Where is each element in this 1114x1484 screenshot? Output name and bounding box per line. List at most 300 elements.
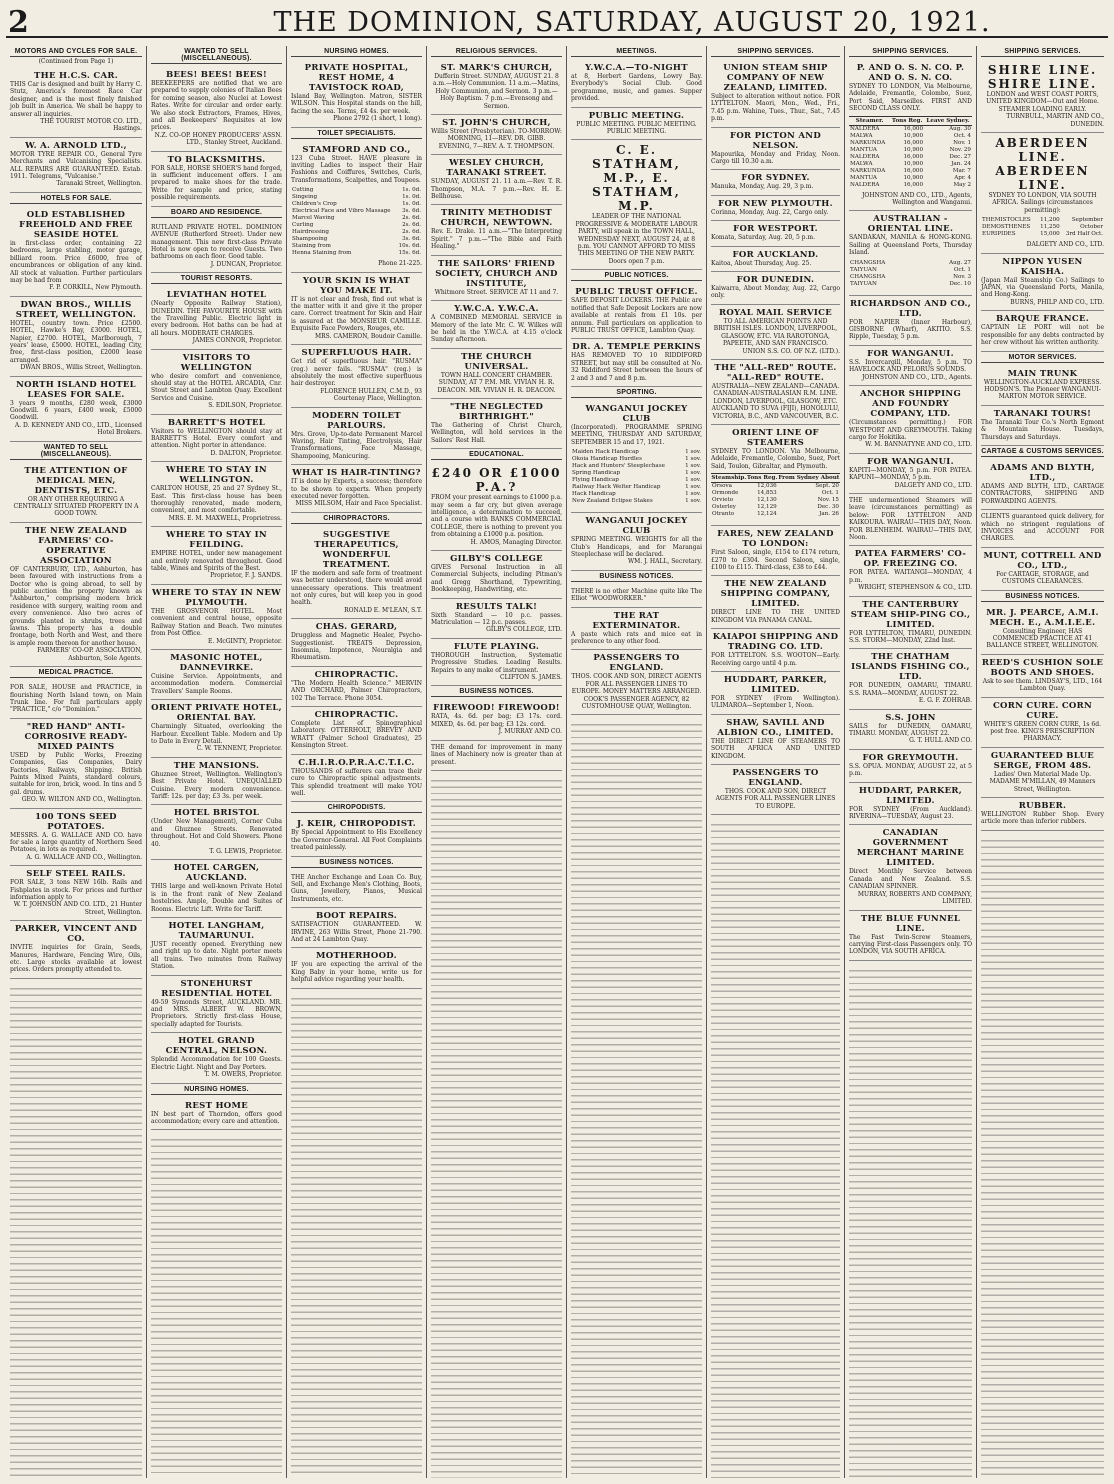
advert [981,605,1104,655]
table-row [849,125,972,133]
advert-title: 100 TONS SEED POTATOES. [35,811,117,832]
race-row [571,470,702,477]
section-heading: TOILET SPECIALISTS. [291,128,422,139]
advert-title: FOR SYDNEY. [741,173,810,184]
advert-title: PUBLIC MEETING. [588,110,685,121]
section-heading: CHIROPRACTORS. [291,513,422,524]
advert-text: A paste which rats and mice eat in preference to any other food. [571,630,702,645]
advert [431,741,562,771]
table-row [849,133,972,140]
advert-text: RATA, 4s. 6d. per bag; £3 17s. cord. MIXED, 4s. 6d. per bag; £3 12s. cord. [431,713,562,728]
table-row [849,161,972,168]
advert-text: SAFE DEPOSIT LOCKERS. THE Public are notified that Safe Deposit Lockers are now available at rentals from £1 10s. per annum. Full particulars on application to PUBLIC TRUST OFFICE, Lambton Quay. [571,297,702,334]
table-cell: Dec. 10 [949,280,971,287]
advert-title: BARQUE FRANCE. [996,314,1089,325]
advert [981,798,1104,831]
table-cell: Jan. 24 [951,160,971,167]
advert-title: ABERDEEN LINE. ABERDEEN LINE. [995,136,1090,193]
table-cell: 3s. 6d. [402,236,421,243]
advert [849,546,972,596]
advert-text: IT is done by Experts, a success; therefore to be shown to experts. When properly executed never forgotten. [291,478,422,500]
advert [849,346,972,386]
table-cell: 10,900 [903,132,924,139]
advert-title: WANGANUI JOCKEY CLUB [585,403,688,424]
advert-signature: A. G. WALLACE AND CO., Wellington. [26,853,142,861]
advert-title: HOTEL BRISTOL [173,808,260,819]
table-cell: Electrical Face and Vibro Massage [292,208,391,215]
advert-title: ANCHOR SHIPPING AND FOUNDRY COMPANY, LTD. [859,389,962,420]
advert-title: W. A. ARNOLD LTD., [25,140,127,151]
advert [431,115,562,155]
table-cell: October [1080,224,1103,231]
advert-title: THE CHURCH UNIVERSAL. [461,351,532,372]
advert-text: THE DIRECT LINE OF STEAMERS TO SOUTH AFRICA AND UNITED KINGDOM. [711,737,840,760]
advert-title: SHIRE LINE. SHIRE LINE. [987,63,1098,91]
advert [711,526,840,576]
advert-title: P. AND O. S. N. CO. P. AND O. S. N. CO. [856,63,965,83]
advert-signature: F. P. CORKILL, New Plymouth. [49,284,142,292]
advert-title: CORN CURE. CORN CURE. [992,700,1093,721]
table-cell: Nov. 1 [953,139,971,146]
advert-title: Y.W.C.A.—TO-NIGHT [585,63,688,73]
table-cell: Curling [292,222,314,229]
advert [711,425,840,526]
advert-text: Direct Monthly Service between Canada and New Zealand. S.S. CANADIAN SPINNER. [849,868,972,891]
advert-text: Corinna, Monday, Aug. 22, Cargo only. [711,208,829,216]
advert [151,700,282,758]
text-filler [10,983,142,1478]
advert-text: Whitmore Street. SERVICE AT 11 and 7. [434,288,559,296]
section-heading: TOURIST RESORTS. [151,273,282,284]
table-cell: Oct. 1 [821,490,839,497]
advert-text: THE Anchor Exchange and Loan Co. Buy, Sell, and Exchange Men's Clothing, Boots, Guns, Jewellery, Pianos, Musical Instruments, etc. [291,873,422,903]
advert [151,758,282,806]
advert-text: The Taranaki Tour Co.'s North Egmont & Mountain House. Tuesdays, Thursdays and Saturdays. [981,418,1104,441]
advert-title: FIREWOOD! FIREWOOD! [433,703,560,714]
table-cell: Sept. 20 [815,483,839,490]
advert-title: PASSENGERS TO ENGLAND. [732,768,819,789]
advert-title: WHERE TO STAY IN WELLINGTON. [166,465,267,486]
advert-title: REED'S CUSHION SOLE BOOTS AND SHOES. [981,657,1104,678]
table-cell: 2s. 6d. [402,229,421,236]
advert-title: MAIN TRUNK [1007,368,1078,379]
table-cell: NALDERA [850,153,880,160]
table-cell: 3rd Half Oct. [1065,231,1103,238]
advert-text: Complete List of Spinographical Laboratory. OTTERHOLT, BREVEY AND WRATT (Palmer School Graduates), 25 Kensington Street. [291,720,422,750]
advert-signature: JOHNSTON AND CO., LTD., Agents, Wellington and Wanganui. [862,191,972,207]
advert-text: FOR PATEA. WAITANGI—MONDAY, 4 p.m. [849,569,972,584]
advert-text: Ask to see them. LINDSAY'S, LTD., 164 Lambton Quay. [982,677,1103,693]
advert-text: Ladies' Own Material Made Up. MADAME M'MILLAN, 49 Manners Street, Wellington. [989,770,1096,793]
advert [151,527,282,585]
table-cell: 1 sov. [685,498,701,505]
advert-title: THE ATTENTION OF MEDICAL MEN, DENTISTS, ETC. [24,465,128,496]
advert [571,140,702,270]
advert [431,301,562,349]
advert [571,650,702,715]
price-row [291,201,422,208]
advert-title: NORTH ISLAND HOTEL LEASES FOR SALE. [16,379,136,400]
advert [291,345,422,407]
advert-signature: E. McGINTY, Proprietor. [208,637,282,645]
advert-text: Charmingly Situated, overlooking the Harbour. Excellent Table. Modern and Up to Date in Every Detail. [151,723,282,745]
advert [10,377,142,442]
advert-text: THE undermentioned Steamers will leave (circumstances permitting) as below: FOR LYTTELTON AND KAIKOURA. WAIRAU—THIS DAY, Noon. FOR BLENHEIM. WAIRAU—THIS DAY, Noon. [849,496,972,541]
advert [10,921,142,979]
section-heading: NURSING HOMES. [291,46,422,57]
advert [291,60,422,128]
advert-text: 123 Cuba Street. HAVE pleasure in inviting Ladies to inspect their Hair Fashions and Coiffures, Switches, Curls, Transformations, Scalpettes, and Toupees. [291,154,422,184]
advert [711,305,840,360]
advert-signature: CLIFTON S. JAMES. [500,674,562,682]
advert [981,311,1104,351]
advert-title: Y.W.C.A. Y.W.C.A. [454,304,539,315]
advert-title: PASSENGERS TO ENGLAND. [593,653,680,674]
advert-text: FOR LYTTELTON. S.S. WOOTON—Early. Receiving cargo until 4 p.m. [711,652,840,667]
advert [981,406,1104,446]
advert-text: DIRECT LINE TO THE UNITED KINGDOM VIA PANAMA CANAL. [711,609,840,624]
advert-title: KAIAPOI SHIPPING AND TRADING CO. LTD. [712,632,839,653]
advert [571,108,702,141]
advert-title: SUPERFLUOUS HAIR. [301,348,412,359]
advert-title: TRINITY METHODIST CHURCH, NEWTOWN. [440,208,553,229]
advert-text: Mapourika, Monday and Friday, Noon. Cargo till 10.30 a.m. [711,150,840,166]
advert-text: at 8, Herbert Gardens, Lowry Bay. Everybody's Social Club. Good programme, music, and games. Supper provided. [571,73,702,103]
advert-title: RUBBER. [1018,801,1067,812]
advert-text: 49-59 Symonds Street, AUCKLAND. MR. and MRS. ALBERT W. BROWN, Proprietors. Strictly first-class House, specially adapted for Tourists. [151,998,282,1028]
advert-text: IN best part of Thorndon, offers good accommodation; every care and attention. [151,1110,282,1125]
section-heading: EDUCATIONAL. [431,449,562,460]
advert-title: GUARANTEED BLUE SERGE, FROM 48S. [990,750,1095,771]
advert [151,918,282,976]
table-cell: New Zealand Eclipse Stakes [572,498,653,505]
table-cell: 10,900 [903,146,924,153]
table-cell: 12,036 [757,483,777,490]
advert [151,1033,282,1083]
advert-title: YOUR SKIN IS WHAT YOU MAKE IT. [302,275,411,296]
section-subheading: (Continued from Page 1) [38,58,114,65]
advert-title: REST HOME [185,1100,248,1111]
advert-signature: J. MURRAY AND CO. [498,728,562,736]
advert-signature: BURNS, PHILP AND CO., LTD. [1010,298,1104,306]
advert-title: TO BLACKSMITHS. [167,154,266,165]
section-heading: MEETINGS. [571,46,702,57]
advert-text: who desire comfort and convenience, should stay at the HOTEL ARCADIA, Cnr. Stout Street and Lambton Quay. Excellent Service and Cuisine. [151,372,282,402]
advert-text: Consulting Engineer, HAS COMMENCED PRACTICE AT 41 BALLANCE STREET, WELLINGTON. [986,627,1099,650]
table-row [711,504,840,511]
table-row [711,490,840,497]
advert [431,639,562,687]
advert-text: OR ANY OTHER REQUIRING A CENTRALLY SITUATED PROPERTY IN A GOOD TOWN. [13,495,139,518]
advert [431,155,562,205]
price-row [291,222,422,229]
advert [10,681,142,719]
table-cell: Hairdressing [292,229,329,236]
advert [10,68,142,138]
column-6 [706,46,844,1478]
advert-title: BOOT REPAIRS. [315,911,398,922]
table-cell: 15s. 6d. [398,250,421,257]
table-row [849,274,972,281]
table-cell: NALDERA [850,125,880,132]
table-header-cell: Steamer. [849,116,890,125]
advert-text: FOR SALE, 3 tons NEW 16lb. Rails and Fishplates in stock. For prices and further information apply to [10,879,142,901]
advert [291,527,422,619]
advert [571,585,702,608]
advert-text: CARLTON HOUSE, 25 and 27 Sydney St., East. This first-class house has been thoroughly renovated, made modern, convenient, and most comfortable. [151,485,282,515]
advert [10,463,142,523]
advert-title: HUDDART, PARKER, LIMITED. [723,675,828,695]
advert-title: BARRETT'S HOTEL [167,417,266,428]
table-cell: Aug. 30 [949,125,971,132]
advert-title: MASONIC HOTEL, DANNEVIRKE. [170,652,263,673]
advert-text: RUTLAND PRIVATE HOTEL. DOMINION AVENUE (Rutherford Street). Under new management. This new first-class Private Hotel is now open to receive Guests. Two bathrooms on each floor. Good table. [151,223,282,261]
advert-text: Sixth Standard — 10 p.c. passes. Matriculation — 12 p.c. passes. [431,611,562,627]
table-cell: Nov. 29 [949,146,971,153]
table-cell: 12,130 [757,497,777,504]
advert-title: BEES! BEES! BEES! [165,70,268,80]
section-heading: BUSINESS NOTICES. [981,591,1104,602]
advert-signature: JAMES CONNOR, Proprietor. [192,337,282,345]
table-cell: 10s. 6d. [398,243,421,250]
table-cell: MANTUA [850,146,877,153]
table-cell: Shampooing [292,236,328,243]
advert [291,871,422,909]
advert-text: BEEKEEPERS are notified that we are prepared to supply colonies of Italian Bees for coming season, also Nuclei at Lowest Rates. Write for circular and order early. We also stock Extractors, Frames, Hives, and all Beekeepers' Requisites at low prices. [151,80,282,132]
advert-title: CHAS. GERARD, [315,622,398,633]
advert [571,60,702,108]
price-row [291,243,422,250]
advert-signature: H. AMOS, Managing Director. [470,538,562,546]
advert [291,816,422,856]
section-heading: SPORTING. [571,387,702,398]
table-row [849,147,972,154]
advert [431,205,562,255]
advert-text: (Under New Management), Corner Cuba and Ghuznee Streets. Renovated throughout. Hot and Cold Showers. Phone 40. [151,818,282,848]
advert-title: MR. J. PEARCE, A.M.I. MECH. E., A.M.I.E.E. [986,607,1099,628]
table-cell: 2s. 6d. [402,222,421,229]
advert-title: PATEA FARMERS' CO-OP. FREEZING CO. [854,549,967,570]
advert-text: Visitors to WELLINGTON should stay at BARRETT'S Hotel. Every comfort and attention. Night porter in attendance. [151,427,282,450]
section-heading: HOTELS FOR SALE. [10,193,142,204]
advert-text: MOTOR TYRE REPAIR CO., General Tyre Merchants and Vulcanising Specialists. ALL REPAIRS ARE GUARANTEED. Estab. 1911. Telegrams, "Vulcanise." [10,150,142,181]
column-3 [286,46,426,1478]
advert-title: WESLEY CHURCH, TARANAKI STREET. [446,158,547,179]
advert-signature: C. W. TENNENT, Proprietor. [196,745,282,753]
advert-title: THE NEW ZEALAND SHIPPING COMPANY, LIMITED. [720,579,831,610]
advert-text: in first-class order, containing 22 bedrooms, large stabling, motor garage, billiard room. Price £6000, free of encumbrances or obligation of any kind. All stock at valuation. Further particulars may be had from [10,239,142,284]
advert-text: SAILS for DUNEDIN, OAMARU, TIMARU. MONDAY, AUGUST 22. [849,722,972,738]
advert-signature: RONALD E. M'LEAN, S.T. [344,606,422,614]
table-cell: Nov. 15 [817,497,839,504]
table-cell: NARKUNDA [850,167,886,174]
table-cell: 14,853 [757,490,777,497]
advert-text: THERE is no other Machine quite like The Elliot "WOODWORKER." [571,587,702,603]
text-filler [291,993,422,1478]
table-cell: Aug. 27 [949,259,971,266]
table-cell: 2s. 6d. [402,215,421,222]
section-heading: PUBLIC NOTICES. [571,270,702,281]
table-cell: 11,250 [1040,224,1060,231]
table-cell: 1s. 0d. [402,194,421,201]
advert [981,510,1104,548]
advert-signature: G. T. HULL AND CO. [909,737,972,745]
advert-title: HOTEL CARGEN, AUCKLAND. [173,863,260,884]
advert-title: MOTHERHOOD. [316,951,397,962]
section-heading: RELIGIOUS SERVICES. [431,46,562,57]
advert-text: CLIENTS guaranteed quick delivery, for which no stringent regulations of INVOICES and ACCOUNT FOR CHARGES. [981,513,1104,543]
advert-text: SYDNEY TO LONDON. Via Melbourne, Adelaide, Fremantle, Colombo, Suez, Port Said, Toulon, Gibraltar, and Plymouth. [711,447,840,470]
advert-text: Splendid Accommodation for 100 Guests. Electric Light. Night and Day Porters. [151,1056,282,1071]
advert [981,655,1104,698]
advert [151,462,282,527]
advert-title: AUSTRALIAN - ORIENTAL LINE. [867,214,954,235]
table-cell: THEMISTOCLES [982,217,1031,224]
advert-text: Manuka, Monday, Aug. 29, 3 p.m. [711,183,814,191]
table-cell: Singeing [292,194,318,201]
advert [291,755,422,803]
race-row [571,484,702,491]
advert [291,408,422,466]
advert [151,221,282,273]
advert-signature: E. G. F. ZOHRAB. [918,697,972,705]
advert [571,401,702,513]
race-row [571,463,702,470]
table-cell: Mar. 7 [952,167,971,174]
table-row [981,224,1104,231]
sailing-table [981,217,1104,238]
advert-text: IT is not clear and fresh, find out what is the matter with it and give it the proper care. Correct treatment for Skin and Hair is assured at the MONSIEUR CAMILLE. Exquisite Face Powders, Rouges, etc. [291,295,422,333]
advert-text: Kaiwarra, About Monday, Aug. 22, Cargo only. [711,285,840,300]
section-heading: MEDICAL PRACTICE. [10,667,142,678]
table-cell: DEMOSTHENES [982,224,1031,231]
table-cell: Orsova [712,483,732,490]
table-cell: 16,000 [903,181,924,188]
table-cell: CHANGSHA [850,273,886,280]
table-cell: TAIYUAN [850,280,877,287]
text-filler [151,1134,282,1478]
table-cell: 11,200 [1040,217,1060,224]
text-filler [981,835,1104,1478]
advert [849,710,972,750]
advert-title: C.H.I.R.O.P.R.A.C.T.I.C. [298,757,415,768]
advert [711,272,840,305]
table-row [711,497,840,504]
table-cell: 16,000 [903,167,924,174]
advert-title: STONEHURST RESIDENTIAL HOTEL [161,978,272,999]
advert-text: Druggless and Magnetic Healer, Psycho-Suggestionist. TREATS Depression, Insomnia, Impotence, Neuralgia and Rheumatism. [291,632,422,662]
advert [151,585,282,650]
advert [431,399,562,449]
section-heading: MOTORS AND CYCLES FOR SALE. [10,46,142,57]
advert [291,273,422,345]
newspaper-title: THE DOMINION, SATURDAY, AUGUST 20, 1921. [273,7,991,38]
advert-text: HOTEL, country town. Price £2500. HOTEL, Hawke's Bay, £3000. HOTEL, Napier, £2700. HOTEL, Marlborough, 7 years' lease, £5000. HOTEL, leading City, free, first-class position, £2000 lease arranged. [10,319,142,364]
advert-text: Mrs. Grove, Up-to-date Permanent Marcel Waving, Hair Tinting, Electrolysis, Hair Transformations, Face Massage, Shampooing, Manicuring. [291,430,422,460]
advert-title: FOR GREYMOUTH. [862,752,959,763]
advert-text: The Fast Twin-Screw Steamers, carrying First-class Passengers only. TO LONDON, VIA SOUTH AFRICA. [849,933,972,956]
table-cell: NARKUNDA [850,139,886,146]
table-cell: Spring Handicap [572,470,621,477]
price-row [291,229,422,236]
advert-text: IF the modern and safe form of treatment was better understood, there would avoid unnecessary operations. This treatment not only cures, but will keep you in good health. [291,569,422,607]
table-cell: 1 sov. [685,477,701,484]
advert-signature: DWAN BROS., Willis Street, Wellington. [20,364,142,372]
advert-text: THOS. COOK AND SON, DIRECT AGENTS FOR ALL PASSENGER LINES TO EUROPE. MONEY MATTERS ARRANGED. COOK'S PASSENGER AGENCY, 82 CUSTOMHOUSE QUAY, Wellington. [571,673,702,711]
advert-text: 3 years 9 months, £280 week, £3000 Goodwill. 6 years, £400 week, £5000 Goodwill. [10,399,142,422]
table-cell: September [1071,217,1103,224]
advert [711,765,840,815]
section-heading: SHIPPING SERVICES. [711,46,840,57]
table-row [849,168,972,175]
advert-title: ST. JOHN'S CHURCH, [442,118,551,129]
advert [849,60,972,211]
advert-text: (Japan Mail Steamship Co.) Sailings to JAPAN, via Queensland Ports, Manila, and Hong-Kong. [981,276,1104,299]
advert-title: LEVIATHAN HOTEL [166,290,267,301]
advert-signature: N.Z. CO-OP. HONEY PRODUCERS' ASSN. LTD., Stanley Street, Auckland. [154,131,282,147]
table-row [849,267,972,274]
advert-text: First Saloon, single, £154 to £174 return, £270 to £304. Second Saloon, single, £100 to £115. Third-class, £38 to £44. [711,549,840,571]
advert-title: THE CANTERBURY STEAM SHIP-PING CO., LIMITED. [850,599,971,630]
advert-title: "RED HAND" ANTI-CORROSIVE READY-MIXED PAINTS [24,721,128,752]
section-heading: SHIPPING SERVICES. [981,46,1104,57]
table-cell: Marcel Waving [292,215,335,222]
advert-title: FOR PICTON AND NELSON. [730,130,821,151]
advert [849,597,972,650]
advert-text: WHITE'S GREEN CORN CURE, 1s 6d. post free. KING'S PRESCRIPTION PHARMACY. [984,720,1101,743]
advert-title: HOTEL GRAND CENTRAL, NELSON. [165,1036,268,1057]
advert-text: FOR DUNEDIN, OAMARU, TIMARU. S.S. RAMA—MONDAY, AUGUST 22. [849,682,972,697]
table-cell: Railway Hack Welter Handicap [572,484,661,491]
table-cell: Apr. 4 [954,174,971,181]
advert-text: FOR LYTTELTON, TIMARU, DUNEDIN. S.S. STORM—MONDAY, 22nd Inst. [849,629,972,644]
advert-text: SANDAKAN, MANILA & HONG-KONG. Sailing at Queensland Ports, Thursday Island. [849,234,972,257]
advert [849,783,972,826]
race-row [571,456,702,463]
advert-signature: WM. J. HALL, Secretary. [627,558,702,566]
advert-text: THIS Car is designed and built by Harry C. Stutz, America's foremost Race Car designer, and is the most finely finished job built in America. We shall be happy to answer all inquiries. [10,81,142,118]
table-cell: Jan. 26 [819,511,839,518]
advert-title: CANADIAN GOVERNMENT MERCHANT MARINE LIMITED. [856,828,965,869]
text-filler [711,819,840,1478]
advert-title: THE NEW ZEALAND FARMERS' CO-OPERATIVE ASSOCIATION [24,525,128,566]
table-cell: Hack and Hunters' Steeplechase [572,463,665,470]
advert-signature: Phone 2792 (1 short, 1 long). [333,115,422,123]
table-cell: 1s. 0d. [402,187,421,194]
table-cell: TAIYUAN [850,266,877,273]
race-row [571,498,702,505]
advert-title: SHAW, SAVILL AND ALBION CO., LIMITED. [717,717,834,738]
table-cell: CHANGSHA [850,259,886,266]
advert-title: OLD ESTABLISHED FREEHOLD AND FREE SEASIDE HOTEL [19,209,133,240]
table-cell: 12,124 [757,511,777,518]
text-filler [571,719,702,1478]
advert-text: A COMBINED MEMORIAL SERVICE in Memory of the late Mr. C. W. Wilkes will be held in the Y.W.C.A. at 4.15 o'clock Sunday afternoon. [431,314,562,344]
table-cell: Okoia Handicap Hurdles [572,456,642,463]
advert-title: FOR WANGANUI. [867,456,954,467]
advert [10,523,142,667]
advert [151,976,282,1034]
table-cell: MALWA [850,160,873,167]
advert [291,908,422,948]
advert [849,911,972,961]
table-cell: 10,900 [903,160,924,167]
advert-text: SATISFACTION GUARANTEED. W. IRVINE, 263 Willis Street, Phone 21-790. And at 24 Lambton Quay. [291,921,422,943]
advert [711,128,840,171]
table-cell: 1 sov. [685,470,701,477]
advert-text: CAPTAIN LE PORT will not be responsible for any debts contracted by her crew without his written authority. [981,324,1104,347]
advert-text: For CARTAGE, STORAGE, and CUSTOMS CLEARANCES. [996,570,1089,586]
